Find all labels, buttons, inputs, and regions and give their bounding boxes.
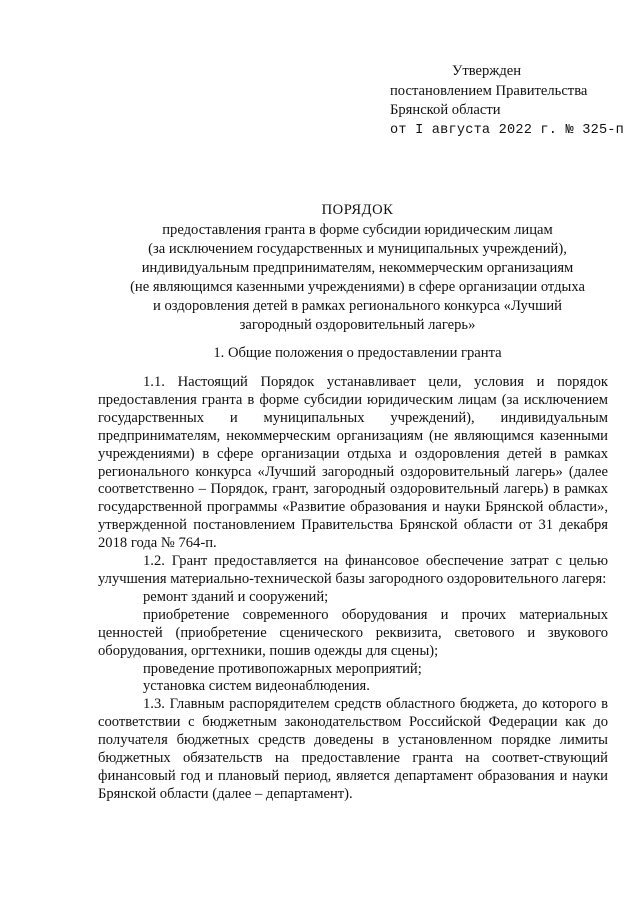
approval-line-region: Брянской области [390,102,501,118]
title-line: предоставления гранта в форме субсидии юридическим лицам [162,222,553,238]
title-main: ПОРЯДОК [321,202,394,218]
title-line: и оздоровления детей в рамках регионального конкурса «Лучший [152,298,562,314]
list-item: установка систем видеонаблюдения. [143,678,370,695]
approval-line-date-number: от I августа 2022 г. № 325-п [390,122,625,138]
document-title [80,201,635,335]
document-body [98,374,608,804]
list-item: приобретение современного оборудования и прочих материальных ценностей (приобретение сценического реквизита, светового и звукового оборудования, оргтехники, пошив одежды для сцены); [98,606,608,659]
title-line: (за исключением государственных и муниципальных учреждений), [148,241,567,257]
list-item: проведение противопожарных мероприятий; [143,660,422,677]
paragraph-1-1: 1.1. Настоящий Порядок устанавливает цели, условия и порядок предоставления гранта в форме субсидии юридическим лицам (за исключением государственных и муниципальных учреждений), индивидуальным предпринимателям, некоммерческим организациям (не являющимся казенными учреждениями) в сфере организации отдыха и оздоровления детей в рамках регионального конкурса «Лучший загородный оздоровительный лагерь» (далее соответственно – Порядок, грант, загородный оздоровительный лагерь) в рамках государственной программы «Развитие образования и науки Брянской области», утвержденной постановлением Правительства Брянской области от 31 декабря 2018 года № 764-п. [98,374,608,552]
title-line: загородный оздоровительный лагерь» [239,317,476,333]
paragraph-1-3: 1.3. Главным распорядителем средств областного бюджета, до которого в соответствии с бюджетным законодательством Российской Федерации как до получателя бюджетных средств доведены в установленном порядке лимиты бюджетных обязательств на предоставление гранта на соответ-ствующий финансовый год и плановый период, является департамент образования и науки Брянской области (далее – департамент). [98,696,608,802]
paragraph-1-2: 1.2. Грант предоставляется на финансовое обеспечение затрат с целью улучшения материально-технической базы загородного оздоровительного лагеря: [98,553,608,587]
title-line: индивидуальным предпринимателям, некоммерческим организациям [141,260,574,276]
section-heading: 1. Общие положения о предоставлении гранта [213,345,502,361]
approval-stamp [390,62,624,140]
title-line: (не являющимся казенными учреждениями) в сфере организации отдыха [130,279,585,295]
list-item: ремонт зданий и сооружений; [143,588,329,605]
approval-line-resolution: постановлением Правительства [390,82,588,99]
approval-line-approved: Утвержден [452,63,522,79]
